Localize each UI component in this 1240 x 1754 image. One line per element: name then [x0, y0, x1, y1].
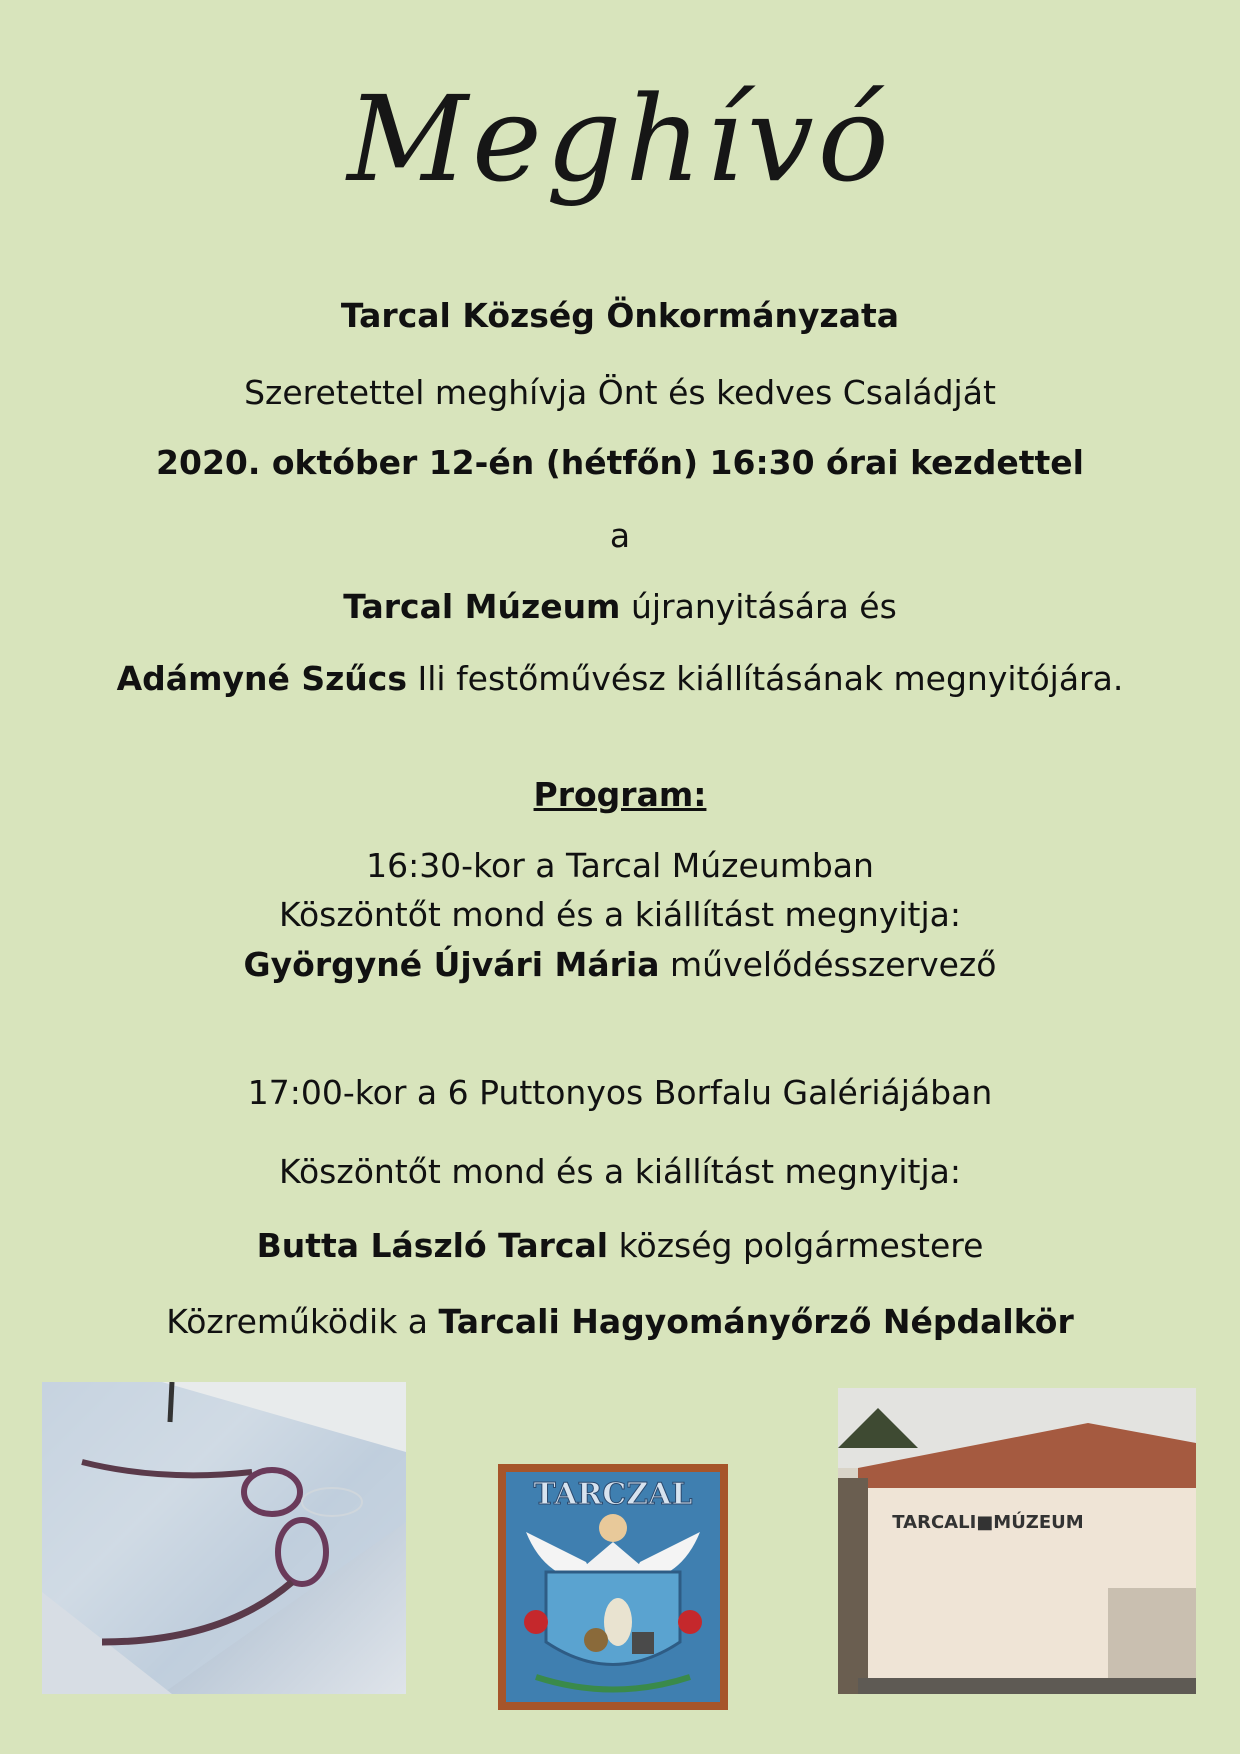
crest-text: TARCZAL: [533, 1477, 693, 1512]
artist-line-rest: Ili festőművész kiállításának megnyitójára.: [407, 659, 1124, 698]
museum-building-image: [838, 1388, 1196, 1694]
crest-art: [506, 1472, 720, 1702]
tarczal-crest-image: [498, 1464, 728, 1710]
date-line: 2020. október 12-én (hétfőn) 16:30 órai kezdettel: [156, 443, 1084, 482]
glasses-painting-image: [42, 1382, 406, 1694]
choir-name: Tarcali Hagyományőrző Népdalkör: [438, 1302, 1074, 1341]
event1-opening: Köszöntőt mond és a kiállítást megnyitja:: [279, 895, 961, 934]
museum-art: [838, 1388, 1196, 1694]
event1-speaker-name: Györgyné Újvári Mária: [243, 945, 660, 984]
glasses-painting-art: [42, 1382, 406, 1694]
invitation-title: Meghívó: [347, 70, 893, 208]
event2-opening: Köszöntőt mond és a kiállítást megnyitja:: [279, 1152, 961, 1191]
artist-line: [40, 659, 1200, 699]
event1-speaker: [40, 945, 1200, 985]
program-heading: Program:: [533, 775, 707, 814]
artist-name: Adámyné Szűcs: [116, 659, 408, 698]
contribution-line: [40, 1302, 1200, 1342]
connector-text: a: [609, 516, 631, 555]
event2-speaker-name: Butta László Tarcal: [256, 1226, 609, 1265]
museum-sign-text: TARCALI■MÚZEUM: [892, 1512, 1084, 1533]
museum-name: Tarcal Múzeum: [343, 587, 621, 626]
event2-time-place: 17:00-kor a 6 Puttonyos Borfalu Galériájában: [247, 1073, 993, 1112]
museum-line-rest: újranyitására és: [620, 587, 897, 626]
organizer-name: Tarcal Község Önkormányzata: [340, 296, 900, 335]
museum-line: [40, 587, 1200, 627]
event1-speaker-role: művelődésszervező: [659, 945, 997, 984]
invitation-line: Szeretettel meghívja Önt és kedves Családját: [244, 373, 996, 412]
event1-time-place: 16:30-kor a Tarcal Múzeumban: [366, 846, 874, 885]
event2-speaker-role: község polgármestere: [608, 1226, 984, 1265]
event2-speaker: [40, 1226, 1200, 1266]
contribution-prefix: Közreműködik a: [166, 1302, 439, 1341]
